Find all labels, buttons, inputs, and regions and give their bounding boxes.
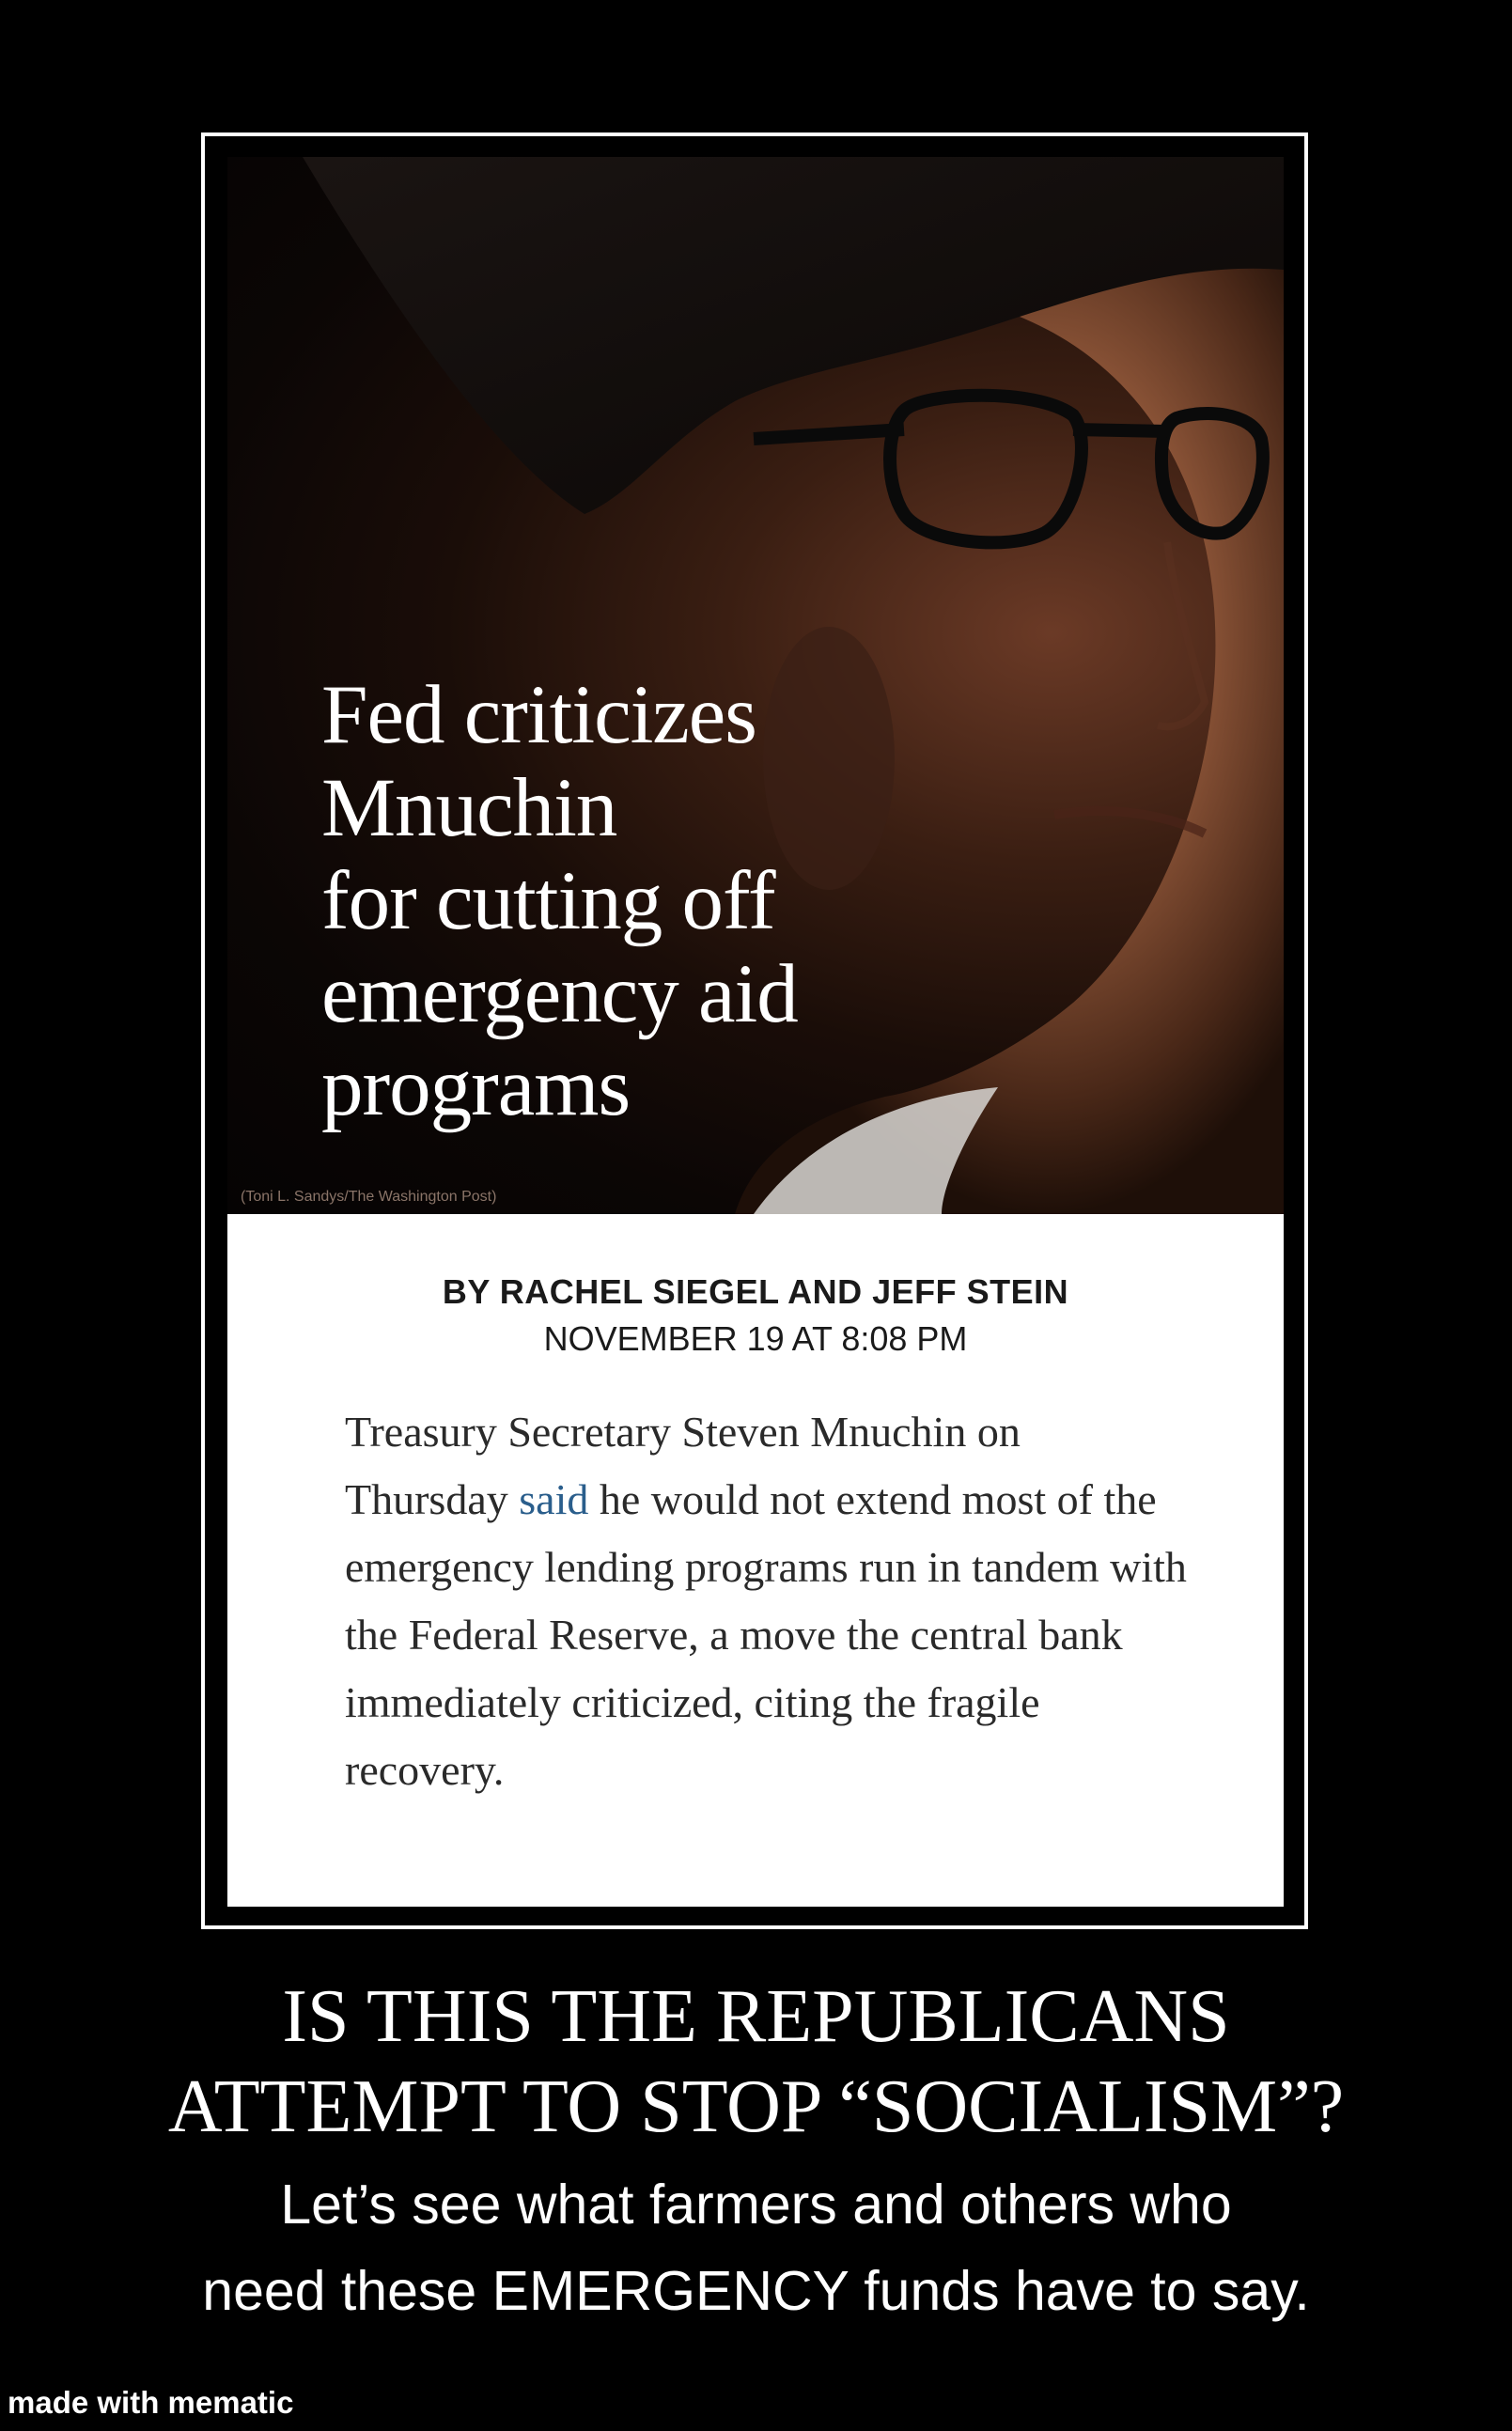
caption-sub [0,2161,1512,2334]
caption-sub-line-2: need these EMERGENCY funds have to say. [202,2260,1310,2322]
body-text-start: Treasury Secretary Steven Mnuchin on Thursday [345,1408,1021,1523]
said-link[interactable]: said [519,1475,589,1523]
caption-line-1: IS THIS THE REPUBLICANS [282,1975,1230,2058]
byline: BY RACHEL SIEGEL AND JEFF STEIN [442,1272,1069,1311]
caption-main [0,1971,1512,2152]
caption-sub-line-1: Let’s see what farmers and others who [280,2174,1232,2236]
mematic-watermark: made with mematic [8,2385,294,2420]
mouth-line [1054,811,1205,834]
headline: Fed criticizes Mnuchin for cutting off emergency aid programs [321,669,798,1133]
article-body [345,1398,1191,1804]
caption-line-2: ATTEMPT TO STOP “SOCIALISM”? [167,2065,1345,2148]
article-card [227,1214,1284,1907]
dateline: NOVEMBER 19 AT 8:08 PM [543,1319,968,1358]
news-photo [227,157,1284,1214]
body-text-end: he would not extend most of the emergency lending programs run in tandem with the Federal Reserve, a move the central bank immediately criticized, citing the fragile recovery. [345,1475,1187,1794]
nose-shadow [1158,542,1205,726]
photo-credit: (Toni L. Sandys/The Washington Post) [241,1189,497,1205]
